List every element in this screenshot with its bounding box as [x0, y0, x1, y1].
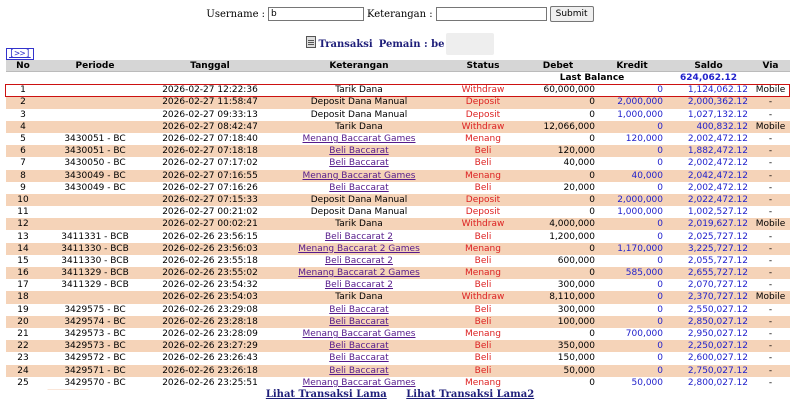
cell-tanggal: 2026-02-27 07:15:33	[150, 194, 270, 206]
cell-tanggal: 2026-02-27 00:21:02	[150, 206, 270, 218]
cell-debet: 12,066,000	[518, 121, 598, 133]
cell-periode: 3430049 - BC	[40, 182, 150, 194]
cell-debet: 40,000	[518, 157, 598, 169]
table-row	[6, 218, 790, 230]
cell-status: Beli	[448, 157, 518, 169]
cell-periode: 3429571 - BC	[40, 365, 150, 377]
cell-debet: 0	[518, 96, 598, 108]
cell-periode	[40, 291, 150, 303]
cell-tanggal: 2026-02-26 23:28:09	[150, 328, 270, 340]
table-row	[6, 170, 790, 182]
cell-via: -	[751, 230, 790, 242]
cell-via: -	[751, 255, 790, 267]
table-row	[6, 145, 790, 157]
cell-debet: 0	[518, 328, 598, 340]
cell-ket[interactable]: Beli Baccarat	[270, 352, 448, 364]
cell-periode	[40, 84, 150, 96]
more-link[interactable]: [>>]	[6, 48, 34, 60]
cell-no: 24	[6, 365, 40, 377]
cell-status: Beli	[448, 145, 518, 157]
cell-debet: 300,000	[518, 304, 598, 316]
table-row	[6, 243, 790, 255]
table-row	[6, 121, 790, 133]
cell-no: 21	[6, 328, 40, 340]
cell-via: Mobile	[751, 121, 790, 133]
cell-tanggal: 2026-02-26 23:54:03	[150, 291, 270, 303]
pemain-label: Pemain : be	[378, 39, 445, 50]
cell-ket[interactable]: Beli Baccarat	[270, 340, 448, 352]
table-row	[6, 230, 790, 242]
cell-debet: 300,000	[518, 279, 598, 291]
cell-tanggal: 2026-02-26 23:29:08	[150, 304, 270, 316]
cell-debet: 50,000	[518, 365, 598, 377]
cell-periode	[40, 96, 150, 108]
cell-ket: Tarik Dana	[270, 121, 448, 133]
cell-via: -	[751, 279, 790, 291]
header-tanggal: Tanggal	[150, 60, 270, 72]
header-saldo: Saldo	[666, 60, 751, 72]
cell-via: -	[751, 365, 790, 377]
cell-tanggal: 2026-02-27 07:16:26	[150, 182, 270, 194]
cell-saldo: 400,832.12	[666, 121, 751, 133]
username-input[interactable]	[268, 7, 364, 21]
cell-debet: 60,000,000	[518, 84, 598, 96]
cell-status: Deposit	[448, 194, 518, 206]
cell-saldo: 2,850,027.12	[666, 316, 751, 328]
cell-no: 19	[6, 304, 40, 316]
cell-via: -	[751, 316, 790, 328]
search-form	[0, 5, 800, 23]
cell-via: -	[751, 194, 790, 206]
keterangan-input[interactable]	[436, 7, 547, 21]
cell-ket: Deposit Dana Manual	[270, 96, 448, 108]
cell-tanggal: 2026-02-26 23:54:32	[150, 279, 270, 291]
cell-tanggal: 2026-02-26 23:55:02	[150, 267, 270, 279]
cell-kredit: 0	[598, 230, 666, 242]
cell-saldo: 2,070,727.12	[666, 279, 751, 291]
table-row	[6, 206, 790, 218]
cell-saldo: 2,370,727.12	[666, 291, 751, 303]
table-row	[6, 267, 790, 279]
cell-debet: 0	[518, 206, 598, 218]
cell-no: 14	[6, 243, 40, 255]
cell-no: 13	[6, 230, 40, 242]
cell-status: Beli	[448, 279, 518, 291]
cell-no: 22	[6, 340, 40, 352]
table-row	[6, 365, 790, 377]
table-header-row	[6, 60, 790, 72]
cell-periode	[40, 218, 150, 230]
cell-ket[interactable]: Beli Baccarat 2	[270, 230, 448, 242]
cell-debet: 20,000	[518, 182, 598, 194]
cell-periode: 3411330 - BCB	[40, 255, 150, 267]
cell-tanggal: 2026-02-27 07:16:55	[150, 170, 270, 182]
cell-kredit: 0	[598, 182, 666, 194]
cell-ket[interactable]: Menang Baccarat 2 Games	[270, 243, 448, 255]
cell-no: 6	[6, 145, 40, 157]
cell-ket[interactable]: Menang Baccarat Games	[270, 328, 448, 340]
cell-periode: 3430051 - BC	[40, 133, 150, 145]
cell-kredit: 0	[598, 121, 666, 133]
cell-debet: 0	[518, 194, 598, 206]
cell-no: 11	[6, 206, 40, 218]
cell-tanggal: 2026-02-26 23:28:18	[150, 316, 270, 328]
cell-kredit: 0	[598, 365, 666, 377]
lihat-transaksi-lama-link[interactable]: Lihat Transaksi Lama	[265, 389, 387, 400]
cell-periode: 3429575 - BC	[40, 304, 150, 316]
cell-saldo: 2,750,027.12	[666, 365, 751, 377]
cell-saldo: 1,002,527.12	[666, 206, 751, 218]
cell-status: Withdraw	[448, 121, 518, 133]
cell-status: Deposit	[448, 206, 518, 218]
lihat-transaksi-lama2-link[interactable]: Lihat Transaksi Lama2	[406, 389, 535, 400]
cell-via: -	[751, 170, 790, 182]
cell-saldo: 2,600,027.12	[666, 352, 751, 364]
cell-ket: Deposit Dana Manual	[270, 109, 448, 121]
table-row	[6, 328, 790, 340]
cell-kredit: 585,000	[598, 267, 666, 279]
table-row	[6, 109, 790, 121]
cell-tanggal: 2026-02-26 23:27:29	[150, 340, 270, 352]
username-label: Username :	[206, 8, 266, 20]
last-balance-label: Last Balance	[518, 72, 666, 85]
header-no: No	[6, 60, 40, 72]
table-row	[6, 84, 790, 96]
cell-periode: 3411330 - BCB	[40, 243, 150, 255]
cell-kredit: 50,000	[598, 377, 666, 389]
cell-debet: 150,000	[518, 352, 598, 364]
header-status: Status	[448, 60, 518, 72]
cell-no: 20	[6, 316, 40, 328]
cell-tanggal: 2026-02-27 07:18:40	[150, 133, 270, 145]
cell-via: -	[751, 304, 790, 316]
cell-debet: 1,200,000	[518, 230, 598, 242]
cell-debet: 0	[518, 170, 598, 182]
cell-status: Menang	[448, 133, 518, 145]
cell-status: Withdraw	[448, 291, 518, 303]
cell-kredit: 1,170,000	[598, 243, 666, 255]
cell-via: Mobile	[751, 218, 790, 230]
cell-no: 4	[6, 121, 40, 133]
cell-saldo: 2,002,472.12	[666, 133, 751, 145]
cell-no: 15	[6, 255, 40, 267]
cell-saldo: 2,002,472.12	[666, 182, 751, 194]
cell-periode: 3429573 - BC	[40, 340, 150, 352]
cell-saldo: 1,124,062.12	[666, 84, 751, 96]
cell-debet: 0	[518, 133, 598, 145]
last-balance-row	[6, 72, 790, 85]
cell-status: Menang	[448, 243, 518, 255]
cell-via: -	[751, 182, 790, 194]
cell-kredit: 0	[598, 352, 666, 364]
cell-no: 25	[6, 377, 40, 389]
header-periode: Periode	[40, 60, 150, 72]
cell-debet: 8,110,000	[518, 291, 598, 303]
header-kredit: Kredit	[598, 60, 666, 72]
cell-ket: Deposit Dana Manual	[270, 206, 448, 218]
cell-periode	[40, 206, 150, 218]
cell-kredit: 700,000	[598, 328, 666, 340]
cell-status: Beli	[448, 230, 518, 242]
cell-periode: 3411329 - BCB	[40, 279, 150, 291]
cell-status: Menang	[448, 377, 518, 389]
cell-kredit: 0	[598, 84, 666, 96]
cell-kredit: 2,000,000	[598, 96, 666, 108]
cell-kredit: 0	[598, 145, 666, 157]
cell-status: Withdraw	[448, 84, 518, 96]
cell-saldo: 2,250,027.12	[666, 340, 751, 352]
cell-ket[interactable]: Beli Baccarat	[270, 145, 448, 157]
cell-tanggal: 2026-02-27 08:42:47	[150, 121, 270, 133]
cell-via: Mobile	[751, 84, 790, 96]
cell-kredit: 40,000	[598, 170, 666, 182]
table-row	[6, 96, 790, 108]
cell-via: -	[751, 133, 790, 145]
cell-debet: 0	[518, 377, 598, 389]
cell-via: -	[751, 206, 790, 218]
keterangan-label: Keterangan :	[367, 8, 433, 20]
cell-kredit: 0	[598, 304, 666, 316]
transaksi-title: Transaksi	[318, 39, 373, 50]
cell-tanggal: 2026-02-26 23:26:18	[150, 365, 270, 377]
redacted-username	[446, 33, 494, 55]
cell-via: -	[751, 377, 790, 389]
cell-periode: 3429572 - BC	[40, 352, 150, 364]
cell-kredit: 0	[598, 279, 666, 291]
transaction-table	[6, 60, 790, 389]
table-row	[6, 255, 790, 267]
header-via: Via	[751, 60, 790, 72]
cell-no: 2	[6, 96, 40, 108]
cell-tanggal: 2026-02-27 00:02:21	[150, 218, 270, 230]
cell-ket[interactable]: Menang Baccarat 2 Games	[270, 267, 448, 279]
cell-periode	[40, 121, 150, 133]
cell-no: 18	[6, 291, 40, 303]
cell-tanggal: 2026-02-27 07:18:18	[150, 145, 270, 157]
header-keterangan: Keterangan	[270, 60, 448, 72]
cell-ket: Tarik Dana	[270, 291, 448, 303]
cell-tanggal: 2026-02-27 07:17:02	[150, 157, 270, 169]
table-row	[6, 377, 790, 389]
cell-ket[interactable]: Beli Baccarat 2	[270, 255, 448, 267]
cell-no: 23	[6, 352, 40, 364]
cell-via: -	[751, 109, 790, 121]
table-row	[6, 133, 790, 145]
cell-ket: Tarik Dana	[270, 218, 448, 230]
table-row	[6, 182, 790, 194]
cell-periode: 3429570 - BC	[40, 377, 150, 389]
cell-periode: 3429573 - BC	[40, 328, 150, 340]
cell-kredit: 120,000	[598, 133, 666, 145]
cell-ket[interactable]: Menang Baccarat Games	[270, 377, 448, 389]
cell-periode: 3430049 - BC	[40, 170, 150, 182]
cell-status: Beli	[448, 365, 518, 377]
cell-tanggal: 2026-02-26 23:56:03	[150, 243, 270, 255]
cell-status: Beli	[448, 340, 518, 352]
cell-tanggal: 2026-02-26 23:26:43	[150, 352, 270, 364]
transaction-heading	[0, 33, 800, 51]
cell-saldo: 2,950,027.12	[666, 328, 751, 340]
cell-saldo: 2,000,362.12	[666, 96, 751, 108]
table-row	[6, 157, 790, 169]
cell-debet: 0	[518, 267, 598, 279]
cell-via: -	[751, 328, 790, 340]
document-icon	[306, 36, 316, 48]
cell-debet: 600,000	[518, 255, 598, 267]
table-row	[6, 291, 790, 303]
cell-saldo: 3,225,727.12	[666, 243, 751, 255]
cell-kredit: 0	[598, 340, 666, 352]
cell-no: 10	[6, 194, 40, 206]
cell-via: -	[751, 96, 790, 108]
cell-no: 1	[6, 84, 40, 96]
cell-via: -	[751, 243, 790, 255]
footer-links	[0, 389, 800, 400]
cell-ket[interactable]: Beli Baccarat	[270, 157, 448, 169]
cell-status: Beli	[448, 316, 518, 328]
cell-ket[interactable]: Menang Baccarat Games	[270, 170, 448, 182]
cell-periode: 3411329 - BCB	[40, 267, 150, 279]
cell-no: 7	[6, 157, 40, 169]
cell-tanggal: 2026-02-26 23:56:15	[150, 230, 270, 242]
cell-status: Menang	[448, 170, 518, 182]
cell-kredit: 0	[598, 218, 666, 230]
cell-debet: 4,000,000	[518, 218, 598, 230]
table-row	[6, 352, 790, 364]
cell-saldo: 2,055,727.12	[666, 255, 751, 267]
cell-status: Beli	[448, 352, 518, 364]
cell-status: Beli	[448, 255, 518, 267]
table-row	[6, 316, 790, 328]
cell-saldo: 2,800,027.12	[666, 377, 751, 389]
cell-status: Beli	[448, 182, 518, 194]
cell-periode	[40, 109, 150, 121]
cell-debet: 350,000	[518, 340, 598, 352]
cell-tanggal: 2026-02-27 09:33:13	[150, 109, 270, 121]
cell-tanggal: 2026-02-27 12:22:36	[150, 84, 270, 96]
cell-saldo: 2,042,472.12	[666, 170, 751, 182]
cell-status: Deposit	[448, 96, 518, 108]
cell-saldo: 2,550,027.12	[666, 304, 751, 316]
cell-periode: 3430050 - BC	[40, 157, 150, 169]
cell-ket[interactable]: Beli Baccarat	[270, 365, 448, 377]
cell-ket[interactable]: Beli Baccarat	[270, 316, 448, 328]
cell-saldo: 1,027,132.12	[666, 109, 751, 121]
cell-periode	[40, 194, 150, 206]
cell-no: 12	[6, 218, 40, 230]
cell-via: -	[751, 340, 790, 352]
cell-no: 5	[6, 133, 40, 145]
last-balance-value: 624,062.12	[666, 72, 751, 85]
cell-ket: Tarik Dana	[270, 84, 448, 96]
cell-kredit: 2,000,000	[598, 194, 666, 206]
cell-debet: 0	[518, 109, 598, 121]
cell-tanggal: 2026-02-27 11:58:47	[150, 96, 270, 108]
cell-ket[interactable]: Menang Baccarat Games	[270, 133, 448, 145]
cell-no: 9	[6, 182, 40, 194]
submit-button[interactable]: Submit	[550, 6, 594, 22]
cell-ket: Deposit Dana Manual	[270, 194, 448, 206]
cell-kredit: 0	[598, 157, 666, 169]
cell-via: -	[751, 157, 790, 169]
cell-kredit: 0	[598, 291, 666, 303]
cell-periode: 3430051 - BC	[40, 145, 150, 157]
cell-tanggal: 2026-02-26 23:55:18	[150, 255, 270, 267]
cell-debet: 100,000	[518, 316, 598, 328]
cell-tanggal: 2026-02-26 23:25:51	[150, 377, 270, 389]
cell-no: 3	[6, 109, 40, 121]
cell-debet: 0	[518, 243, 598, 255]
table-row	[6, 304, 790, 316]
cell-kredit: 0	[598, 255, 666, 267]
cell-status: Deposit	[448, 109, 518, 121]
cell-saldo: 1,882,472.12	[666, 145, 751, 157]
cell-via: Mobile	[751, 291, 790, 303]
cell-no: 16	[6, 267, 40, 279]
cell-kredit: 1,000,000	[598, 109, 666, 121]
cell-via: -	[751, 352, 790, 364]
cell-ket[interactable]: Beli Baccarat	[270, 182, 448, 194]
cell-status: Menang	[448, 328, 518, 340]
cell-no: 17	[6, 279, 40, 291]
table-row	[6, 194, 790, 206]
cell-ket[interactable]: Beli Baccarat 2	[270, 279, 448, 291]
cell-saldo: 2,655,727.12	[666, 267, 751, 279]
header-debet: Debet	[518, 60, 598, 72]
cell-status: Beli	[448, 304, 518, 316]
table-row	[6, 340, 790, 352]
cell-status: Menang	[448, 267, 518, 279]
cell-saldo: 2,022,472.12	[666, 194, 751, 206]
cell-no: 8	[6, 170, 40, 182]
cell-via: -	[751, 267, 790, 279]
cell-via: -	[751, 145, 790, 157]
cell-debet: 120,000	[518, 145, 598, 157]
cell-ket[interactable]: Beli Baccarat	[270, 304, 448, 316]
cell-saldo: 2,002,472.12	[666, 157, 751, 169]
table-row	[6, 279, 790, 291]
cell-saldo: 2,019,627.12	[666, 218, 751, 230]
cell-periode: 3429574 - BC	[40, 316, 150, 328]
cell-saldo: 2,025,727.12	[666, 230, 751, 242]
cell-kredit: 1,000,000	[598, 206, 666, 218]
cell-periode: 3411331 - BCB	[40, 230, 150, 242]
cell-kredit: 0	[598, 316, 666, 328]
cell-status: Withdraw	[448, 218, 518, 230]
